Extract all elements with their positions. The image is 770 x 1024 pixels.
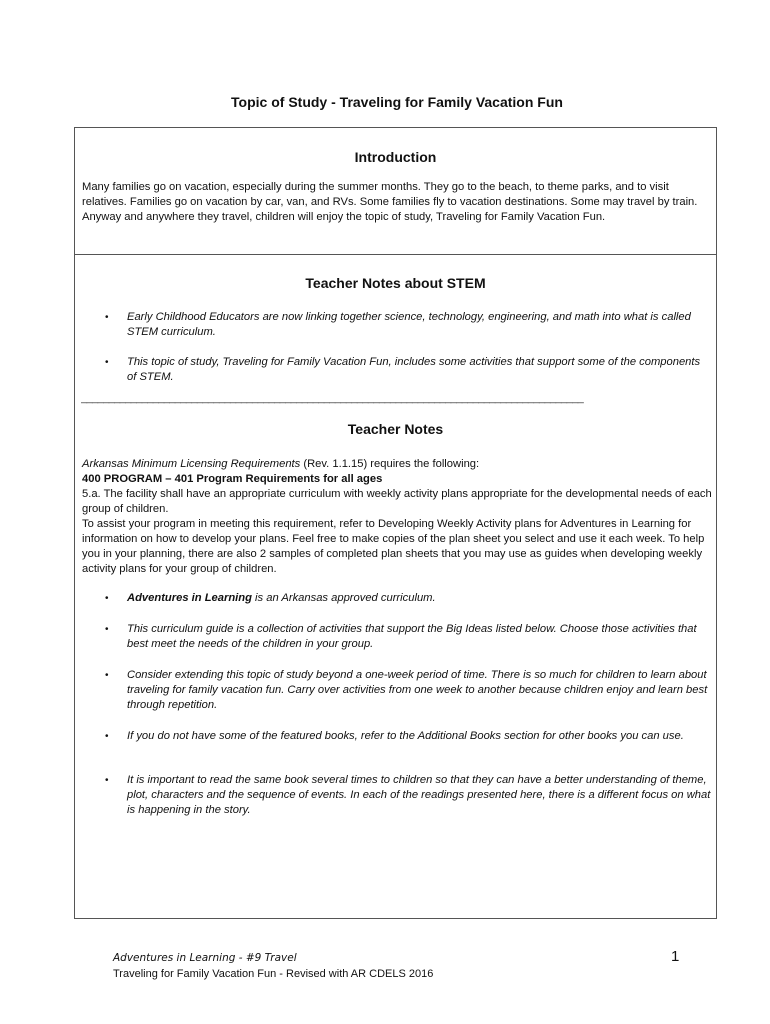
bullet-icon: •	[105, 731, 109, 742]
bullet-icon: •	[105, 357, 109, 368]
licensing-requirement-title: Arkansas Minimum Licensing Requirements	[82, 458, 301, 470]
assist-paragraph: To assist your program in meeting this requirement, refer to Developing Weekly Activity plans for Adventures in Learning for information on how to develop your plans. Feel free to make copies of the plan sheet you select and use it each week. To help you in your planning, there are also 2 samples of completed plan sheets that you may use as guides when developing weekly activity plans for your group of children.	[82, 518, 705, 575]
curriculum-approval: is an Arkansas approved curriculum.	[251, 592, 436, 604]
bullet-icon: •	[105, 775, 109, 786]
teacher-note-bullet-text	[127, 591, 711, 606]
stem-bullet-text: This topic of study, Traveling for Family Vacation Fun, includes some activities that support some of the components of STEM.	[127, 356, 701, 383]
teacher-note-bullet-text: This curriculum guide is a collection of activities that support the Big Ideas listed below. Choose those activities that best meet the needs of the children in your group.	[127, 623, 697, 650]
program-requirement: 400 PROGRAM – 401 Program Requirements for all ages	[82, 473, 383, 485]
licensing-requirement-rest: (Rev. 1.1.15) requires the following:	[300, 458, 480, 470]
teacher-note-bullet-text: Consider extending this topic of study beyond a one-week period of time. There is so much for children to learn about traveling for family vacation fun. Carry over activities from one week to another because children enjoy and learn best through repetition.	[127, 669, 708, 711]
bullet-icon: •	[105, 593, 109, 604]
bullet-icon: •	[105, 670, 109, 681]
teacher-note-bullet-text: It is important to read the same book several times to children so that they can have a better understanding of theme, plot, characters and the sequence of events. In each of the readings presented here, there is a different focus on what is happening in the story.	[127, 774, 711, 816]
bullet-icon: •	[105, 312, 109, 323]
curriculum-name: Adventures in Learning	[127, 592, 252, 604]
footer-subtitle: Traveling for Family Vacation Fun - Revised with AR CDELS 2016	[113, 968, 434, 980]
teacher-note-bullet-text: If you do not have some of the featured books, refer to the Additional Books section for other books you can use.	[127, 730, 684, 742]
footer	[113, 950, 433, 982]
page-number: 1	[671, 948, 680, 965]
page-title: Topic of Study - Traveling for Family Vacation Fun	[231, 94, 563, 110]
rule-5a: 5.a. The facility shall have an appropriate curriculum with weekly activity plans appropriate for the developmental needs of each group of children.	[82, 488, 712, 515]
section-divider	[75, 254, 716, 255]
introduction-text: Many families go on vacation, especially during the summer months. They go to the beach, to theme parks, and to visit relatives. Families go on vacation by car, van, and RVs. Some families fly to vacation destinations. Some may travel by train. Anyway and anywhere they travel, children will enjoy the topic of study, Traveling for Family Vacation Fun.	[82, 181, 698, 223]
stem-bullet-text: Early Childhood Educators are now linking together science, technology, engineering, and math into what is called STEM curriculum.	[127, 311, 691, 338]
underline-rule: ___________________________________________________________________________________________	[81, 392, 584, 404]
introduction-heading: Introduction	[354, 149, 437, 165]
stem-heading: Teacher Notes about STEM	[305, 275, 486, 291]
footer-series: Adventures in Learning - #9 Travel	[113, 952, 297, 964]
licensing-requirement-line	[82, 457, 714, 472]
teacher-notes-heading: Teacher Notes	[347, 421, 444, 437]
bullet-icon: •	[105, 624, 109, 635]
content-frame	[74, 127, 717, 919]
